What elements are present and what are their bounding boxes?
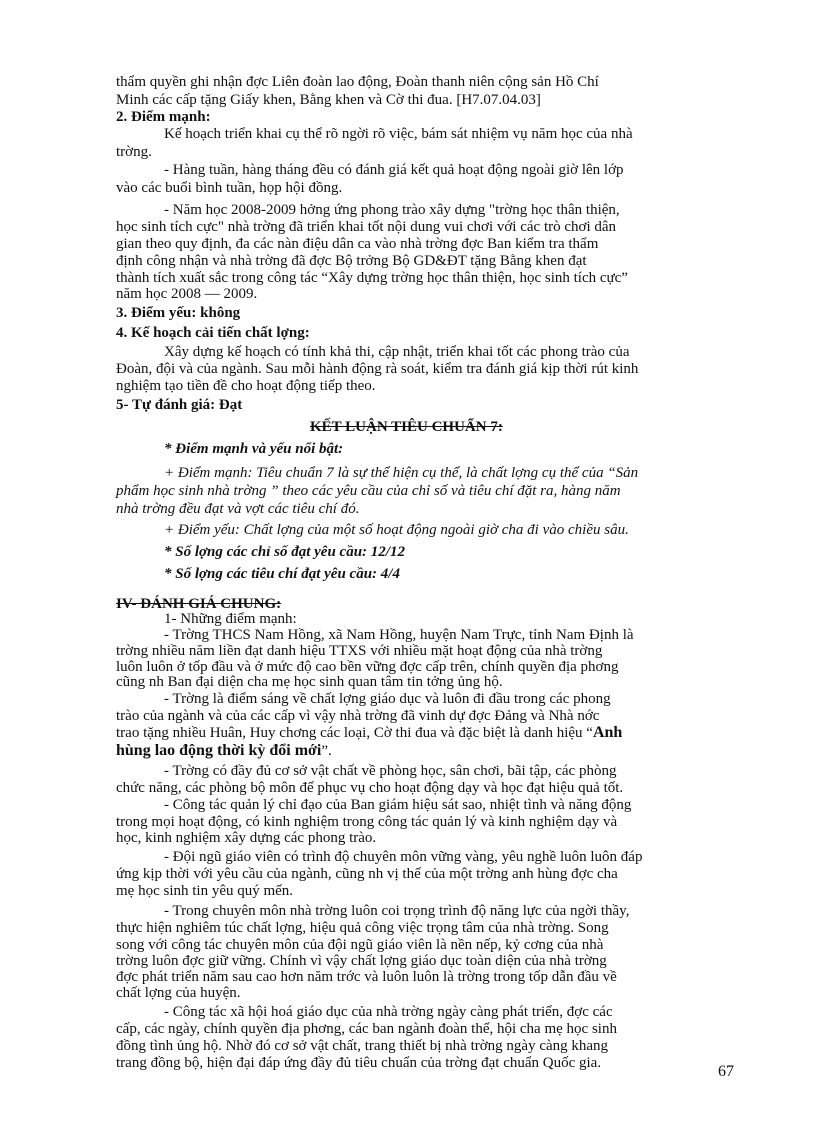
conclusion-title: KẾT LUẬN TIÊU CHUẨN 7: [310, 419, 503, 435]
text-line: trờng luôn đợc giữ vững. Chính vì vậy chất lợng giáo dục toàn diện của nhà trờng [116, 953, 607, 969]
text-line: - Đội ngũ giáo viên có trình độ chuyên môn vững vàng, yêu nghề luôn luôn đáp [164, 849, 643, 865]
text-line: gian theo quy định, đa các nàn điệu dân ca vào nhà trờng đợc Ban kiểm tra thẩm [116, 236, 599, 252]
text-line: định công nhận và nhà trờng đã đợc Bộ trởng Bộ GD&ĐT tặng Bằng khen đạt [116, 253, 587, 269]
text-line: trong mọi hoạt động, có kinh nghiệm trong công tác quản lý và kinh nghiệm dạy và [116, 814, 618, 830]
section-heading: 5- Tự đánh giá: Đạt [116, 397, 243, 413]
honor-title: hùng lao động thời kỳ đổi mới [116, 742, 322, 759]
text-line: - Năm học 2008-2009 hởng ứng phong trào xây dựng "trờng học thân thiện, [164, 202, 620, 218]
text-line: nhà trờng đều đạt và vợt các tiêu chí đó. [116, 501, 360, 517]
subheading: * Điểm mạnh và yếu nổi bật: [164, 441, 344, 457]
summary-line: * Số lợng các chỉ số đạt yêu cầu: 12/12 [164, 544, 405, 560]
text-line: song với công tác chuyên môn của đội ngũ giáo viên là nền nếp, kỷ cơng của nhà [116, 937, 604, 953]
text-line: - Trờng THCS Nam Hồng, xã Nam Hồng, huyện Nam Trực, tỉnh Nam Định là [164, 627, 634, 643]
text-line: thành tích xuất sắc trong công tác “Xây dựng trờng học thân thiện, học sinh tích cực” [116, 270, 628, 286]
text-line: Minh các cấp tặng Giấy khen, Bằng khen và Cờ thi đua. [H7.07.04.03] [116, 92, 541, 108]
text-line: năm học 2008 — 2009. [116, 286, 258, 302]
text-line: Kế hoạch triển khai cụ thể rõ ngời rõ việc, bám sát nhiệm vụ năm học của nhà [164, 126, 633, 142]
text-line: trang đồng bộ, hiện đại đáp ứng đầy đủ tiêu chuẩn của trờng đạt chuẩn Quốc gia. [116, 1055, 602, 1071]
text-line: đồng tình ủng hộ. Nhờ đó cơ sở vật chất, trang thiết bị nhà trờng ngày càng khang [116, 1038, 609, 1054]
section-heading: 2. Điểm mạnh: [116, 109, 211, 125]
summary-line: * Số lợng các tiêu chí đạt yêu cầu: 4/4 [164, 566, 400, 582]
section-heading: 4. Kế hoạch cải tiến chất lợng: [116, 325, 310, 341]
subheading: 1- Những điểm mạnh: [164, 611, 297, 627]
section-heading: IV- ĐÁNH GIÁ CHUNG: [116, 596, 282, 612]
text-line: nghiệm tạo tiền đề cho hoạt động tiếp theo. [116, 378, 376, 394]
text-line: mẹ học sinh tin yêu quý mến. [116, 883, 294, 899]
text-line: - Trong chuyên môn nhà trờng luôn coi trọng trình độ năng lực của ngời thầy, [164, 903, 630, 919]
text-line: cấp, các ngày, chính quyền địa phơng, các ban ngành đoàn thể, hội cha mẹ học sinh [116, 1021, 617, 1037]
text-line: cũng nh Ban đại diện cha mẹ học sinh quan tâm tin tởng ủng hộ. [116, 674, 503, 690]
text-line: thẩm quyền ghi nhận đợc Liên đoàn lao động, Đoàn thanh niên cộng sản Hồ Chí [116, 74, 599, 90]
text-line: luôn luôn ở tốp đầu và ở mức độ cao bền vững đợc cấp trên, chính quyền địa phơng [116, 659, 619, 675]
text-line: thực hiện nghiêm túc chất lợng, hiệu quả công việc trọng tâm của nhà trờng. Song [116, 920, 609, 936]
text-line: - Trờng là điểm sáng về chất lợng giáo dục và luôn đi đầu trong các phong [164, 691, 611, 707]
text-line: + Điểm yếu: Chất lợng của một số hoạt động ngoài giờ cha đi vào chiều sâu. [164, 522, 629, 538]
text-line: phẩm học sinh nhà trờng ” theo các yêu cầu của chỉ số và tiêu chí đặt ra, hàng năm [116, 483, 621, 499]
text-line: ứng kịp thời với yêu cầu của ngành, cũng nh vị thế của một trờng anh hùng đợc cha [116, 866, 618, 882]
text-line: - Trờng có đầy đủ cơ sở vật chất về phòng học, sân chơi, bãi tập, các phòng [164, 763, 617, 779]
section-heading: 3. Điểm yếu: không [116, 305, 241, 321]
text-line: học sinh tích cực" nhà trờng đã triển khai tốt nội dung vui chơi với các trò chơi dân [116, 219, 617, 235]
text-line: - Công tác quản lý chỉ đạo của Ban giám hiệu sát sao, nhiệt tình và năng động [164, 797, 632, 813]
text-line: - Công tác xã hội hoá giáo dục của nhà trờng ngày càng phát triển, đợc các [164, 1004, 613, 1020]
text-line: đợc phát triển năm sau cao hơn năm trớc và luôn luôn là trờng trong tốp dẫn đầu về [116, 969, 617, 985]
text-line: Xây dựng kế hoạch có tính khả thi, cập nhật, triển khai tốt các phong trào của [164, 344, 630, 360]
text-line: + Điểm mạnh: Tiêu chuẩn 7 là sự thể hiện cụ thể, là chất lợng cụ thể của “Sản [164, 465, 639, 481]
text-line: trờng nhiều năm liền đạt danh hiệu TTXS với nhiều mặt hoạt động của nhà trờng [116, 643, 603, 659]
text-line: vào các buổi bình tuần, họp hội đồng. [116, 180, 343, 196]
text-line: chức năng, các phòng bộ môn để phục vụ cho hoạt động dạy và học đạt hiệu quả tốt. [116, 780, 624, 796]
text-segment: trao tặng nhiều Huân, Huy chơng các loại, Cờ thi đua và đặc biệt là danh hiệu “ [116, 725, 593, 741]
page-number: 67 [718, 1063, 734, 1080]
text-line: - Hàng tuần, hàng tháng đều có đánh giá kết quả hoạt động ngoài giờ lên lớp [164, 162, 624, 178]
text-line [116, 743, 332, 759]
text-line: học, kinh nghiệm xây dựng các phong trào. [116, 830, 377, 846]
text-segment: ”. [321, 743, 332, 759]
text-line [116, 725, 622, 741]
text-line: Đoàn, đội và của ngành. Sau mỗi hành động rà soát, kiểm tra đánh giá kịp thời rút kinh [116, 361, 639, 377]
text-line: chất lợng của huyện. [116, 985, 241, 1001]
text-line: trờng. [116, 144, 152, 160]
honor-title: Anh [592, 724, 623, 741]
text-line: trào của ngành và của các cấp vì vậy nhà trờng đã vinh dự đợc Đảng và Nhà nớc [116, 708, 600, 724]
